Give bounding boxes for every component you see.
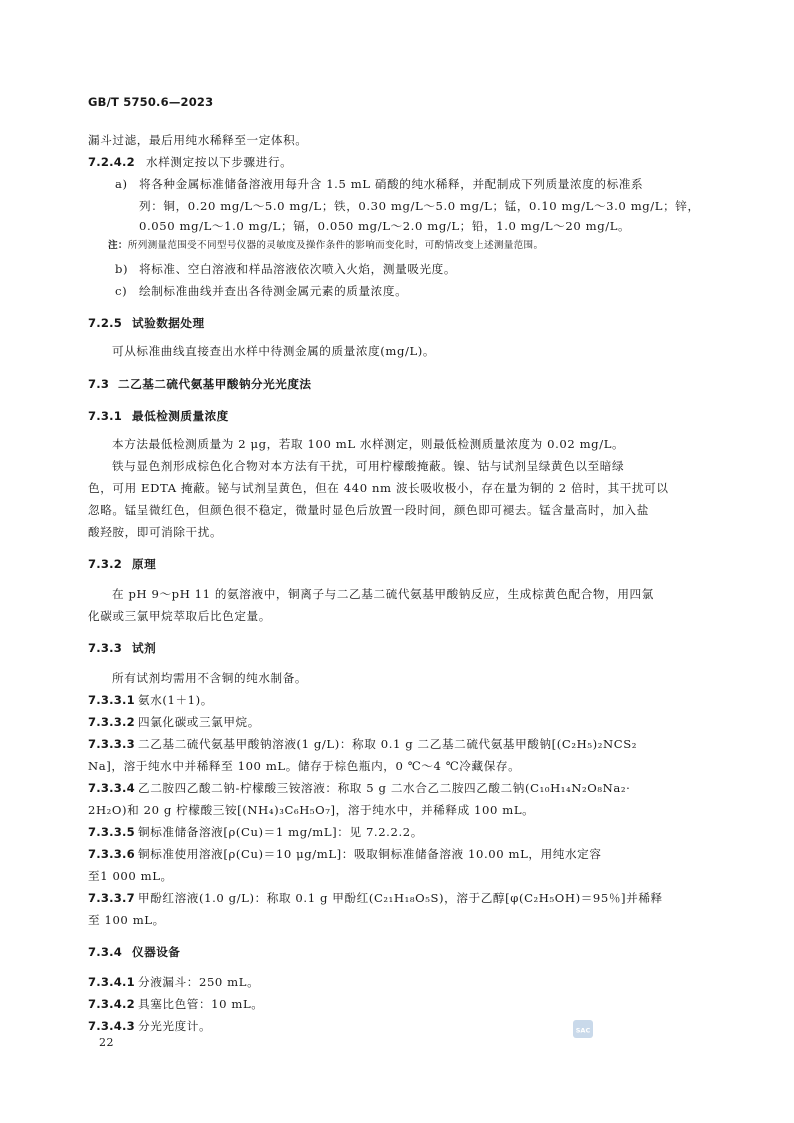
note-text: 所列测量范围受不同型号仪器的灵敏度及操作条件的影响而变化时，可酌情改变上述测量范围。: [127, 240, 544, 251]
clause-text: 氨水(1＋1)。: [138, 693, 213, 707]
paragraph-line: 本方法最低检测质量为 2 μg，若取 100 mL 水样测定，则最低检测质量浓度为 0.02 mg/L。: [112, 437, 625, 451]
clause-7-3-3-6: [88, 847, 602, 861]
clause-7-3-3-2: [88, 715, 260, 729]
section-title: 仪器设备: [132, 945, 181, 959]
clause-number: 7.3.4.2: [88, 997, 135, 1011]
section-heading-7-3: [88, 377, 312, 391]
clause-number: 7.3.3.1: [88, 693, 135, 707]
clause-number: 7.3.3.2: [88, 715, 135, 729]
sac-watermark-label: SAC: [575, 1026, 591, 1035]
clause-number: 7.3.3.7: [88, 891, 135, 905]
clause-number: 7.3.3.3: [88, 737, 135, 751]
sac-watermark-icon: [572, 1018, 594, 1040]
list-label: b): [115, 262, 129, 276]
section-title: 试剂: [132, 641, 157, 655]
clause-text: 甲酚红溶液(1.0 g/L)：称取 0.1 g 甲酚红(C₂₁H₁₈O₅S)，溶于乙醇[φ(C₂H₅OH)＝95％]并稀释: [138, 891, 663, 905]
clause-text: 铜标准使用溶液[ρ(Cu)＝10 μg/mL]：吸取铜标准储备溶液 10.00 mL，用纯水定容: [138, 847, 602, 861]
list-label: a): [115, 177, 128, 191]
clause-7-3-3-3: [88, 737, 637, 751]
clause-text: 四氯化碳或三氯甲烷。: [138, 715, 260, 729]
clause-7-3-3-6-line-2: 至1 000 mL。: [88, 869, 173, 883]
clause-text: 乙二胺四乙酸二钠-柠檬酸三铵溶液：称取 5 g 二水合乙二胺四乙酸二钠(C₁₀H₁₄N₂O₈Na₂·: [138, 781, 631, 795]
paragraph-line: 化碳或三氯甲烷萃取后比色定量。: [88, 609, 271, 623]
section-title: 原理: [132, 557, 157, 571]
clause-number: 7.3.3.5: [88, 825, 135, 839]
clause-7-3-3-7: [88, 891, 663, 905]
section-number: 7.2.5: [88, 316, 123, 330]
standard-code-header: GB/T 5750.6—2023: [88, 95, 214, 109]
section-number: 7.3.2: [88, 557, 123, 571]
clause-7-3-4-2: [88, 997, 264, 1011]
page-number: 22: [99, 1036, 114, 1049]
paragraph-line: 铁与显色剂形成棕色化合物对本方法有干扰，可用柠檬酸掩蔽。镍、钴与试剂呈绿黄色以至暗绿: [112, 459, 625, 473]
clause-7-2-4-2: [88, 155, 292, 169]
paragraph-line: 漏斗过滤，最后用纯水稀释至一定体积。: [88, 133, 308, 147]
list-item-a-line-3: 0.050 mg/L～1.0 mg/L；镉，0.050 mg/L～2.0 mg/L；铅，1.0 mg/L～20 mg/L。: [139, 219, 631, 233]
list-text: 绘制标准曲线并查出各待测金属元素的质量浓度。: [139, 284, 408, 298]
list-text: 将各种金属标准储备溶液用每升含 1.5 mL 硝酸的纯水稀释，并配制成下列质量浓度的标准系: [139, 177, 644, 191]
clause-number: 7.3.4.3: [88, 1019, 135, 1033]
clause-number: 7.3.4.1: [88, 975, 135, 989]
clause-text: 具塞比色管：10 mL。: [138, 997, 264, 1011]
clause-text: 分液漏斗：250 mL。: [138, 975, 260, 989]
list-item-a-line-2: 列：铜，0.20 mg/L～5.0 mg/L；铁，0.30 mg/L～5.0 mg/L；锰，0.10 mg/L～3.0 mg/L；锌，: [139, 199, 700, 213]
clause-text: 二乙基二硫代氨基甲酸钠溶液(1 g/L)：称取 0.1 g 二乙基二硫代氨基甲酸钠[(C₂H₅)₂NCS₂: [138, 737, 637, 751]
clause-text: 分光光度计。: [138, 1019, 212, 1033]
clause-number: 7.3.3.6: [88, 847, 135, 861]
paragraph-line: 在 pH 9～pH 11 的氨溶液中，铜离子与二乙基二硫代氨基甲酸钠反应，生成棕黄色配合物，用四氯: [112, 587, 654, 601]
clause-7-3-4-1: [88, 975, 259, 989]
list-item-a: [115, 177, 643, 191]
paragraph-line: 色，可用 EDTA 掩蔽。铋与试剂呈黄色，但在 440 nm 波长吸收极小，存在量为铜的 2 倍时，其干扰可以: [88, 481, 669, 495]
note: [108, 240, 543, 252]
section-number: 7.3.4: [88, 945, 123, 959]
clause-text: 铜标准储备溶液[ρ(Cu)＝1 mg/mL]：见 7.2.2.2。: [138, 825, 423, 839]
clause-7-3-3-4: [88, 781, 630, 795]
clause-number: 7.2.4.2: [88, 155, 135, 169]
note-label: 注：: [108, 240, 128, 251]
list-text: 将标准、空白溶液和样品溶液依次喷入火焰，测量吸光度。: [139, 262, 457, 276]
clause-7-3-3-7-line-2: 至 100 mL。: [88, 913, 165, 927]
list-item-c: [115, 284, 407, 298]
section-heading-7-3-3: [88, 641, 156, 655]
clause-7-3-3-1: [88, 693, 213, 707]
clause-number: 7.3.3.4: [88, 781, 135, 795]
section-title: 试验数据处理: [132, 316, 205, 330]
clause-text: 水样测定按以下步骤进行。: [146, 155, 293, 169]
section-heading-7-3-2: [88, 557, 156, 571]
section-number: 7.3.3: [88, 641, 123, 655]
clause-7-3-4-3: [88, 1019, 211, 1033]
section-title: 最低检测质量浓度: [132, 409, 229, 423]
section-number: 7.3.1: [88, 409, 123, 423]
section-number: 7.3: [88, 377, 110, 391]
paragraph-line: 酸羟胺，即可消除干扰。: [88, 525, 223, 539]
section-heading-7-2-5: [88, 316, 205, 330]
section-title: 二乙基二硫代氨基甲酸钠分光光度法: [118, 377, 312, 391]
clause-7-3-3-3-line-2: Na]，溶于纯水中并稀释至 100 mL。储存于棕色瓶内，0 ℃～4 ℃冷藏保存。: [88, 759, 521, 773]
clause-7-3-3-4-line-2: 2H₂O)和 20 g 柠檬酸三铵[(NH₄)₃C₆H₅O₇]，溶于纯水中，并稀释成 100 mL。: [88, 803, 535, 817]
list-label: c): [115, 284, 128, 298]
clause-7-3-3-5: [88, 825, 423, 839]
paragraph-line: 所有试剂均需用不含铜的纯水制备。: [112, 671, 308, 685]
paragraph-line: 可从标准曲线直接查出水样中待测金属的质量浓度(mg/L)。: [112, 344, 436, 358]
paragraph-line: 忽略。锰呈微红色，但颜色很不稳定，微量时显色后放置一段时间，颜色即可褪去。锰含量高时，加入盐: [88, 503, 649, 517]
section-heading-7-3-4: [88, 945, 180, 959]
section-heading-7-3-1: [88, 409, 229, 423]
list-item-b: [115, 262, 456, 276]
